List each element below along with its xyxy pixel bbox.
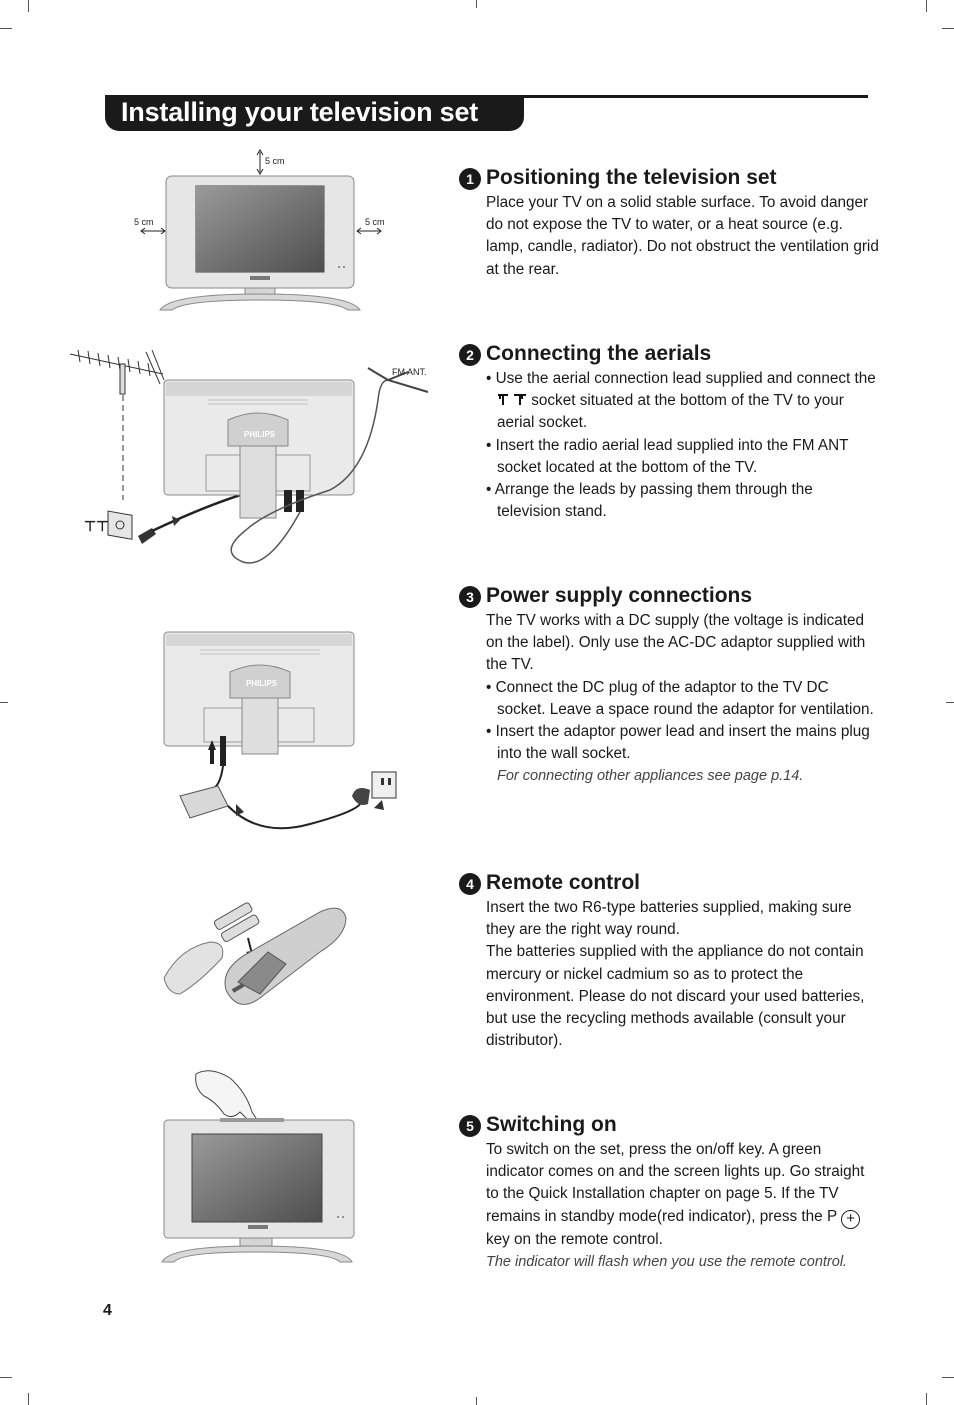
section-title: Connecting the aerials (486, 342, 712, 365)
section-aerials (459, 342, 879, 523)
hand-icon (196, 1071, 256, 1120)
bullet-item: • Connect the DC plug of the adaptor to the TV DC socket. Leave a space round the adaptor for ventilation. (486, 678, 874, 718)
section-number: 5 (459, 1115, 481, 1137)
crop-mark (0, 702, 8, 703)
crop-mark (28, 0, 29, 12)
tv-brand-label: PHILIPS (244, 430, 276, 439)
page-title-banner (105, 95, 524, 131)
section-paragraph: The TV works with a DC supply (the voltage is indicated on the label). Only use the AC-DC adaptor supplied with the TV. (486, 612, 866, 674)
bullet-item: • Insert the adaptor power lead and insert the mains plug into the wall socket. (486, 723, 870, 763)
section-number: 4 (459, 873, 481, 895)
tv-clearance-figure (130, 148, 390, 313)
section-paragraph: Insert the two R6-type batteries supplied, making sure they are the right way round. (486, 899, 852, 939)
section-remote (459, 871, 879, 1052)
clearance-label-right: 5 cm (365, 217, 385, 227)
page-title: Installing your television set (121, 97, 479, 127)
crop-mark (28, 1393, 29, 1405)
aerial-connection-figure (68, 340, 438, 575)
section-title: Switching on (486, 1113, 617, 1136)
section-title: Power supply connections (486, 584, 753, 607)
clearance-label-left: 5 cm (134, 217, 154, 227)
fm-antenna-label: FM ANT. (392, 367, 427, 377)
svg-text:⊤⊤: ⊤⊤ (84, 518, 109, 534)
bullet-text: socket situated at the bottom of the TV to your aerial socket. (497, 392, 844, 432)
remote-control-figure (160, 898, 360, 1013)
antenna-icon (70, 350, 164, 394)
section-note: The indicator will flash when you use the remote control. (486, 1253, 848, 1270)
bullet-item: • Arrange the leads by passing them through the television stand. (486, 481, 813, 521)
crop-mark (926, 1393, 927, 1405)
aerial-socket-icon (497, 394, 527, 406)
plus-key-icon: + (841, 1210, 860, 1229)
section-number: 3 (459, 586, 481, 608)
crop-mark (946, 702, 954, 703)
power-supply-figure (160, 628, 410, 838)
tv-brand-label: PHILIPS (246, 679, 278, 688)
crop-mark (476, 1397, 477, 1405)
section-paragraph: The batteries supplied with the appliance do not contain mercury or nickel cadmium so as to protect the environment. Please do not discard your used batteries, but use the recycling methods available (consult your distributor). (486, 943, 865, 1050)
section-title: Remote control (486, 871, 641, 894)
section-number: 1 (459, 168, 481, 190)
clearance-label-top: 5 cm (265, 156, 285, 166)
bullet-text: • Use the aerial connection lead supplied and connect the (486, 370, 876, 387)
paragraph-text: To switch on the set, press the on/off key. A green indicator comes on and the screen lights up. Go straight to the Quick Installation chapter on page 5. If the TV remains in standby mode(red indicator), press the P (486, 1141, 865, 1225)
section-paragraph (486, 1139, 879, 1251)
section-switching-on (459, 1113, 879, 1273)
section-number: 2 (459, 344, 481, 366)
section-positioning (459, 166, 879, 281)
crop-mark (926, 0, 927, 12)
paragraph-text: key on the remote control. (486, 1230, 663, 1248)
bullet-item: • Insert the radio aerial lead supplied into the FM ANT socket located at the bottom of the TV. (486, 436, 849, 476)
section-title: Positioning the television set (486, 166, 777, 189)
bullet-item (486, 368, 879, 435)
crop-mark (0, 28, 12, 29)
section-paragraph: Place your TV on a solid stable surface. To avoid danger do not expose the TV to water, or a heat source (e.g. lamp, candle, radiator). Do not obstruct the ventilation grid at the rear. (486, 194, 879, 278)
section-power (459, 584, 879, 788)
section-note: For connecting other appliances see page p.14. (497, 768, 804, 785)
crop-mark (476, 0, 477, 8)
crop-mark (942, 1377, 954, 1378)
crop-mark (0, 1377, 12, 1378)
switch-on-figure (160, 1062, 360, 1267)
page-number: 4 (103, 1302, 112, 1319)
crop-mark (942, 28, 954, 29)
